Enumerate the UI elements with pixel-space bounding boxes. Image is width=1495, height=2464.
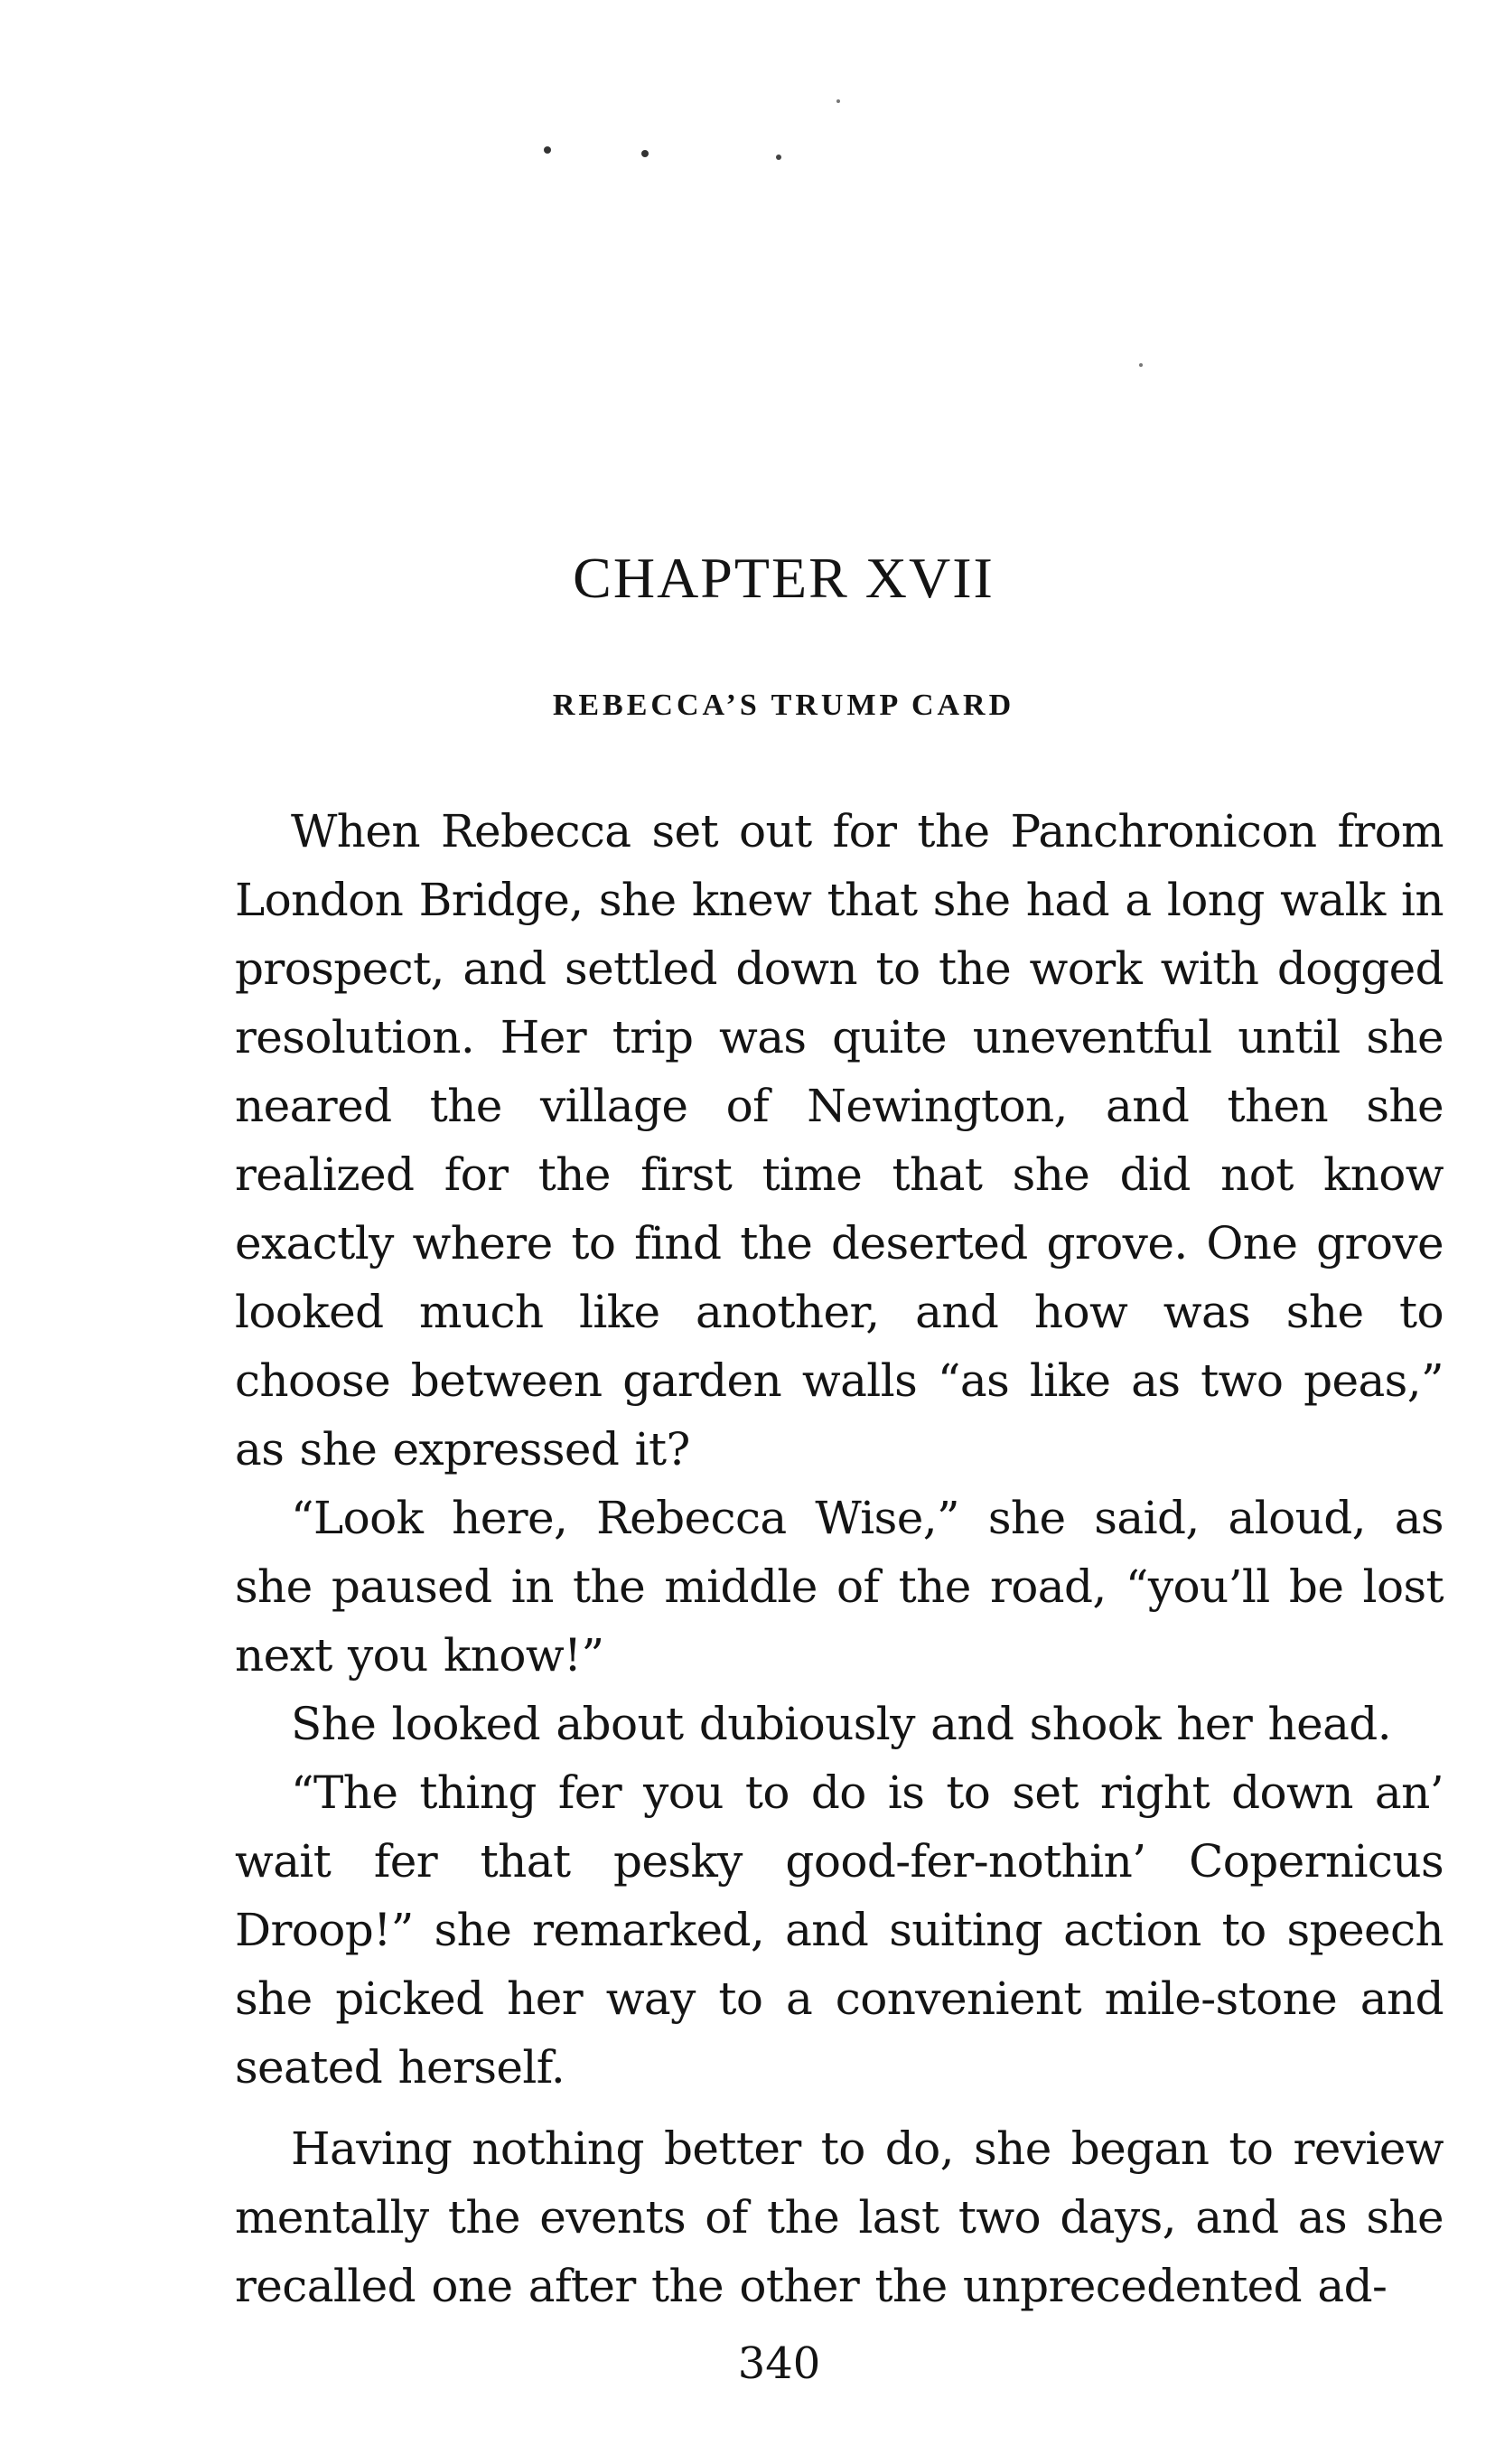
paragraph: “The thing fer you to do is to set right down an’ wait fer that pesky good-fer-nothin’ Copernicus Droop!” she remarked, and suiting action to speech she picked her way to a convenient mile-stone and seated herself. xyxy=(235,1766,1444,2094)
paragraph: When Rebecca set out for the Panchronicon from London Bridge, she knew that she had a long walk in prospect, and settled down to the work with dogged resolution. Her trip was quite uneventful until she neared the village of Newington, and then she realized for the first time that she did not know exactly where to find the deserted grove. One grove looked much like another, and how was she to choose between garden walls “as like as two peas,” as she expressed it? xyxy=(235,805,1444,1476)
scan-speck xyxy=(641,150,649,157)
paragraph: She looked about dubiously and shook her head. xyxy=(291,1698,1391,1750)
scan-speck xyxy=(1139,363,1143,367)
page-number: 340 xyxy=(737,2338,821,2389)
paragraph: Having nothing better to do, she began to review mentally the events of the last two days, and as she recalled one after the other the unprecedented ad- xyxy=(235,2122,1444,2312)
scan-specks xyxy=(0,0,1495,452)
scan-speck xyxy=(544,146,551,154)
paragraph: “Look here, Rebecca Wise,” she said, aloud, as she paused in the middle of the road, “you’ll be lost next you know!” xyxy=(235,1492,1444,1682)
chapter-body xyxy=(235,797,1444,2320)
chapter-title: CHAPTER XVII xyxy=(573,546,995,610)
scan-speck xyxy=(836,99,840,103)
scan-speck xyxy=(776,155,781,160)
chapter-subtitle: REBECCA’S TRUMP CARD xyxy=(552,689,1015,722)
